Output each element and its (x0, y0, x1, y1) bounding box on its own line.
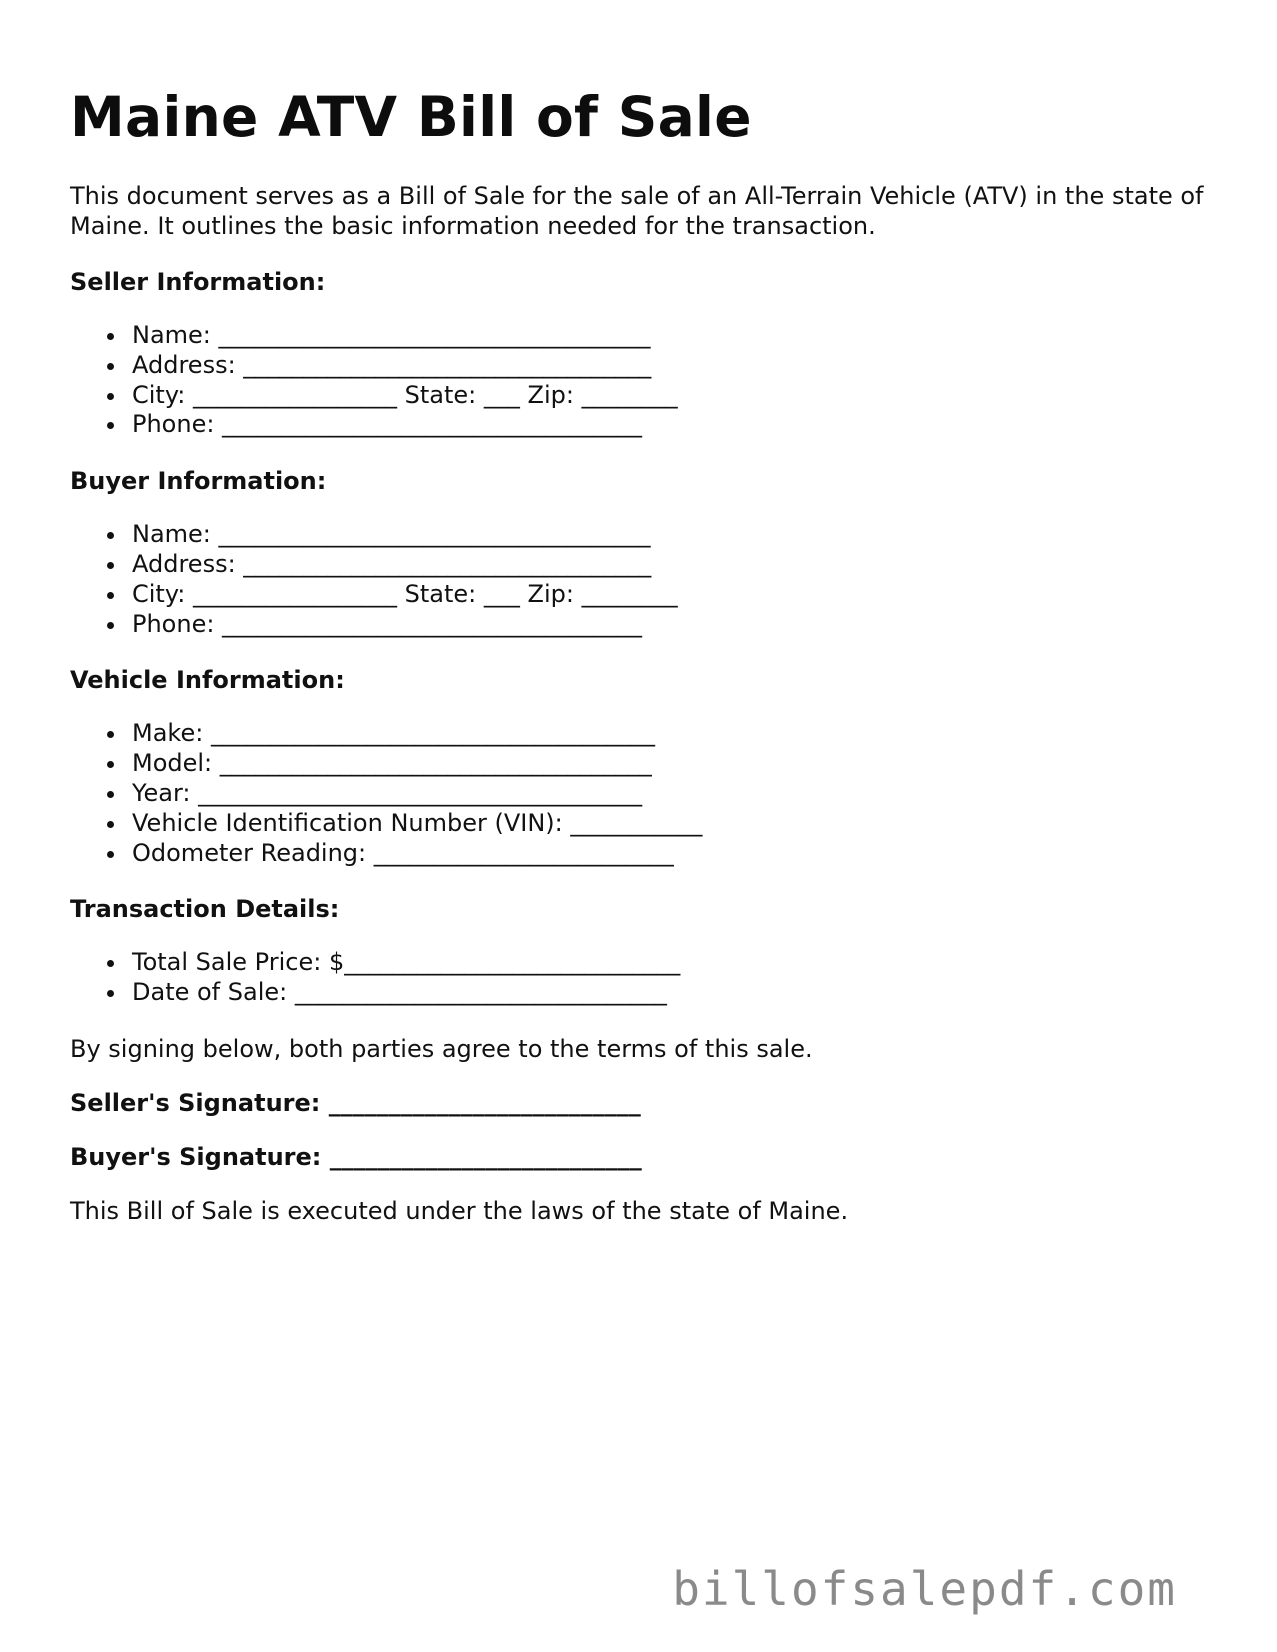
sale-price-field: Total Sale Price: $____________________________ (132, 948, 1210, 978)
bill-of-sale-document (70, 84, 1210, 1226)
seller-section-heading: Seller Information: (70, 268, 326, 296)
buyer-phone-field: Phone: ___________________________________ (132, 610, 1210, 640)
seller-name-field: Name: ____________________________________ (132, 321, 1210, 351)
buyer-name-field: Name: ____________________________________ (132, 520, 1210, 550)
buyer-field-list (70, 520, 1210, 639)
agreement-statement: By signing below, both parties agree to the terms of this sale. (70, 1034, 813, 1063)
site-watermark: billofsalepdf.com (672, 1562, 1177, 1616)
vehicle-model-field: Model: ____________________________________ (132, 749, 1210, 779)
closing-statement: This Bill of Sale is executed under the laws of the state of Maine. (70, 1196, 849, 1225)
buyer-city-state-zip-field: City: _________________ State: ___ Zip: ________ (132, 580, 1210, 610)
buyer-address-field: Address: __________________________________ (132, 550, 1210, 580)
vehicle-section-heading: Vehicle Information: (70, 666, 345, 695)
vehicle-make-field: Make: _____________________________________ (132, 719, 1210, 749)
seller-address-field: Address: __________________________________ (132, 351, 1210, 381)
vehicle-year-field: Year: _____________________________________ (132, 779, 1210, 809)
vehicle-odometer-field: Odometer Reading: _________________________ (132, 839, 1210, 869)
page-title: Maine ATV Bill of Sale (70, 85, 752, 149)
sale-date-field: Date of Sale: _______________________________ (132, 978, 1210, 1008)
vehicle-vin-field: Vehicle Identification Number (VIN): ___________ (132, 809, 1210, 839)
vehicle-field-list (70, 719, 1210, 868)
seller-signature-line: Seller's Signature: __________________________ (70, 1088, 641, 1117)
buyer-signature-line: Buyer's Signature: __________________________ (70, 1142, 642, 1171)
seller-field-list (70, 321, 1210, 440)
intro-paragraph: This document serves as a Bill of Sale for the sale of an All-Terrain Vehicle (ATV) in the state of Maine. It outlines the basic information needed for the transaction. (70, 182, 1204, 240)
transaction-section-heading: Transaction Details: (70, 895, 340, 924)
buyer-section-heading: Buyer Information: (70, 467, 327, 496)
seller-city-state-zip-field: City: _________________ State: ___ Zip: ________ (132, 381, 1210, 411)
transaction-field-list (70, 948, 1210, 1008)
seller-phone-field: Phone: ___________________________________ (132, 410, 1210, 440)
